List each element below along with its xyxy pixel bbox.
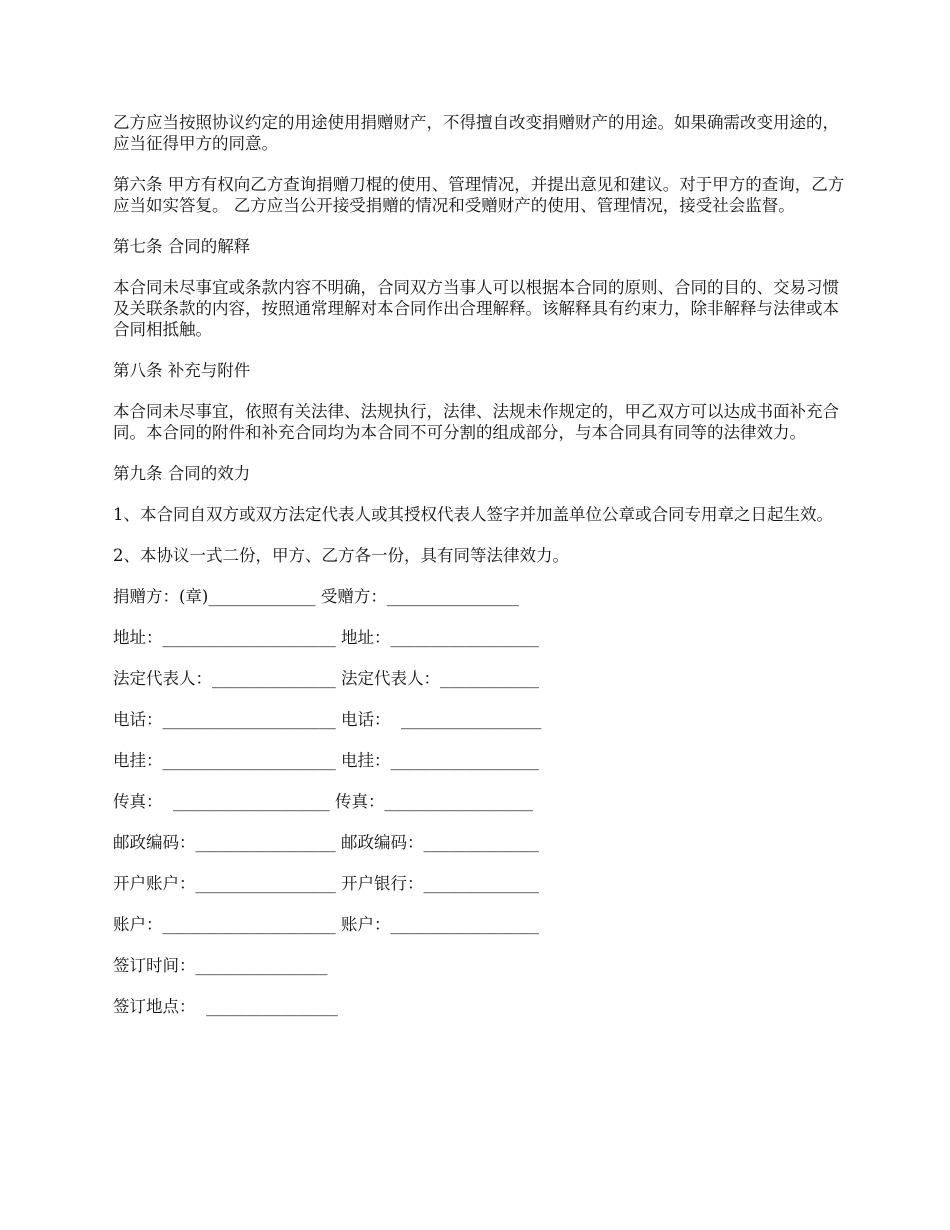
signature-sign-date: 签订时间：________________ [113,956,328,975]
document-page [113,112,848,1037]
signature-postal-code: 邮政编码：_________________ 邮政编码：______________ [113,833,539,852]
paragraph-article-9-item-1: 1、本合同自双方或双方法定代表人或其授权代表人签字并加盖单位公章或合同专用章之日起生效。 [113,505,833,524]
signature-sign-place: 签订地点： ________________ [113,997,338,1016]
heading-article-9: 第九条 合同的效力 [113,464,251,483]
paragraph-article-7: 本合同未尽事宜或条款内容不明确，合同双方当事人可以根据本合同的原则、合同的目的、交易习惯及关联条款的内容，按照通常理解对本合同作出合理解释。该解释具有约束力，除非解释与法律或本合同相抵触。 [113,278,839,339]
signature-telegraph: 电挂：_____________________ 电挂：__________________ [113,751,539,770]
signature-phone: 电话：_____________________ 电话： _________________ [113,710,542,729]
heading-article-7: 第七条 合同的解释 [113,237,251,256]
paragraph-article-9-item-2: 2、本协议一式二份，甲方、乙方各一份，具有同等法律效力。 [113,546,569,565]
signature-account: 账户：_____________________ 账户：__________________ [113,915,539,934]
signature-bank-account: 开户账户：_________________ 开户银行：______________ [113,874,539,893]
paragraph-article-6: 第六条 甲方有权向乙方查询捐赠刀棍的使用、管理情况，并提出意见和建议。对于甲方的查询，乙方应当如实答复。 乙方应当公开接受捐赠的情况和受赠财产的使用、管理情况，接受社会监督。 [113,175,845,215]
paragraph-donation-use: 乙方应当按照协议约定的用途使用捐赠财产，不得擅自改变捐赠财产的用途。如果确需改变用途的，应当征得甲方的同意。 [113,113,839,153]
signature-address: 地址：_____________________ 地址：__________________ [113,628,539,647]
signature-fax: 传真： ___________________ 传真：__________________ [113,792,533,811]
signature-legal-representative: 法定代表人：_______________ 法定代表人：____________ [113,669,539,688]
signature-donor-donee: 捐赠方：(章)_____________ 受赠方：________________ [113,587,519,606]
paragraph-article-8: 本合同未尽事宜，依照有关法律、法规执行，法律、法规未作规定的，甲乙双方可以达成书面补充合同。本合同的附件和补充合同均为本合同不可分割的组成部分，与本合同具有同等的法律效力。 [113,402,839,442]
heading-article-8: 第八条 补充与附件 [113,361,251,380]
